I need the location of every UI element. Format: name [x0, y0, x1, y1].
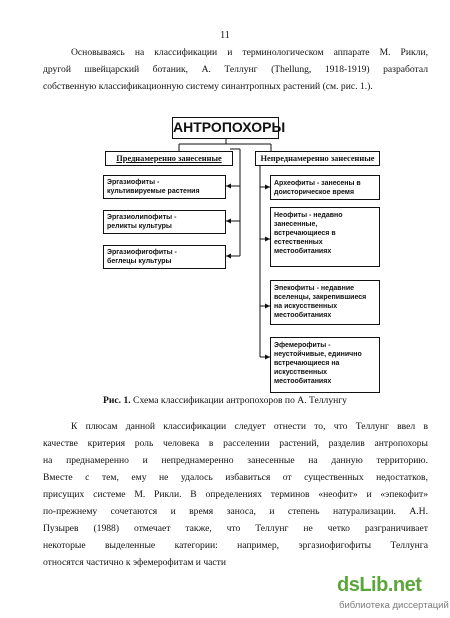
body-line: некоторые выделенные категории: например, эргазиофигофиты Теллунга — [43, 540, 428, 551]
watermark-logo: dsLib.net — [337, 574, 422, 596]
ephemerophytes-box: Эфемерофиты - неустойчивые, единично встречающиеся на искусственных местообитаниях — [270, 337, 380, 393]
right-category-box: Непреднамеренно занесенные — [255, 151, 380, 166]
body-line: качестве критерия роль человека в расселении растений, разделив антропохоры — [43, 438, 428, 449]
ergasiophytes-box: Эргазиофиты - культивируемые растения — [103, 175, 226, 199]
watermark-subtitle: библиотека диссертаций — [339, 600, 449, 611]
body-line: Пузырев (1988) отмечает также, что Теллунг не четко разграничивает — [43, 523, 428, 534]
root-box: АНТРОПОХОРЫ — [172, 117, 279, 139]
intro-line: Основываясь на классификации и терминологическом аппарате М. Рикли, — [71, 47, 428, 58]
archaeophytes-box: Археофиты - занесены в доисторическое время — [270, 175, 380, 200]
neophytes-box: Неофиты - недавно занесенные, встречающиеся в естественных местообитаниях — [270, 207, 380, 267]
body-line: Вместе с тем, ему не удалось избавиться от существенных недостатков, — [43, 472, 428, 483]
intro-line: другой швейцарский ботаник, А. Теллунг (Thellung, 1918-1919) разработал — [43, 64, 428, 75]
body-line: на преднамеренно и непреднамеренно занесенные на данную территорию. — [43, 455, 428, 466]
body-line: относятся частично к эфемерофитам и части — [43, 557, 227, 568]
body-line: присущих системе М. Рикли. В определениях терминов «неофит» и «эпекофит» — [43, 489, 428, 500]
left-category-box: Преднамеренно занесенные — [105, 151, 233, 166]
body-paragraph — [43, 418, 428, 571]
epecophytes-box: Эпекофиты - недавние вселенцы, закрепившиеся на искусственных местообитаниях — [270, 280, 380, 325]
ergasiolipophytes-box: Эргазиолипофиты - реликты культуры — [103, 210, 226, 234]
ergasiophygophytes-box: Эргазиофигофиты - беглецы культуры — [103, 245, 226, 269]
page-number: 11 — [220, 30, 230, 41]
intro-line: собственную классификационную систему синантропных растений (см. рис. 1.). — [43, 81, 373, 92]
figure-caption — [0, 395, 450, 406]
caption-text: Схема классификации антропохоров по А. Теллунгу — [130, 395, 347, 406]
dslib-watermark — [337, 574, 447, 614]
body-line: К плюсам данной классификации следует отнести то, что Теллунг ввел в — [71, 421, 428, 432]
caption-label: Рис. 1. — [103, 395, 131, 406]
body-line: по-прежнему сочетаются и время заноса, и степень натурализации. А.Н. — [43, 506, 428, 517]
